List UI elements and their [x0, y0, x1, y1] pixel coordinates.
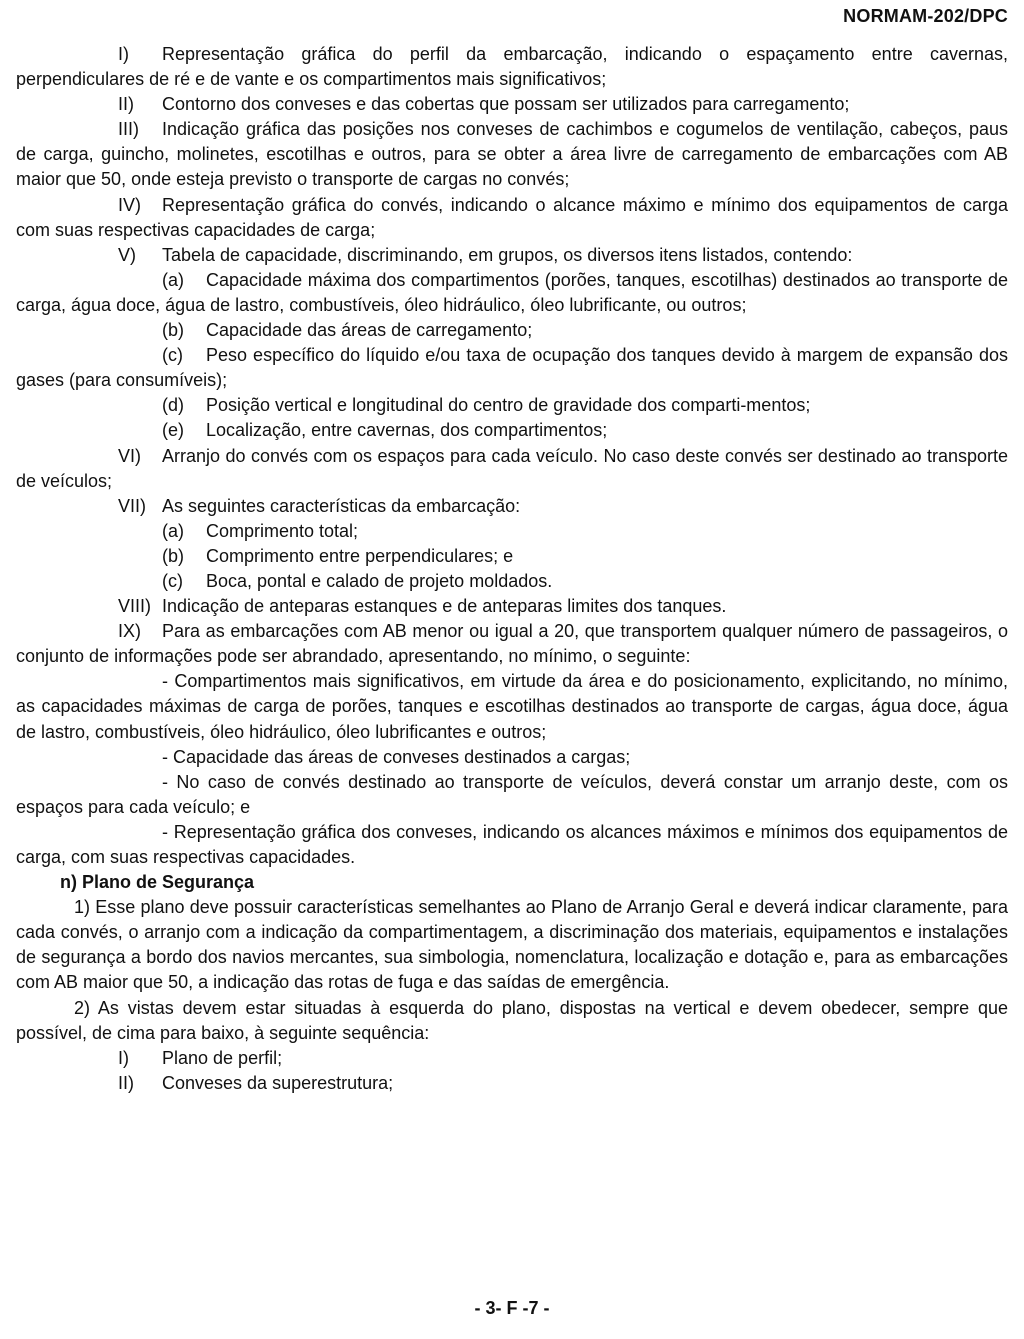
item-ix-dash-4: - Representação gráfica dos conveses, indicando os alcances máximos e mínimos dos equipamentos de carga, com suas respectivas capacidades.	[16, 821, 1008, 867]
item-label: IV)	[118, 194, 142, 215]
document-code: NORMAM-202/DPC	[843, 6, 1008, 26]
item-ix	[16, 619, 1008, 669]
section-list-item-i	[16, 1046, 1008, 1071]
item-label: II)	[118, 1072, 134, 1093]
page-number: - 3- F -7 -	[474, 1298, 550, 1318]
item-v-e	[16, 418, 1008, 443]
item-label: (a)	[162, 269, 184, 290]
item-label: (c)	[162, 345, 183, 366]
item-text: Plano de perfil;	[162, 1047, 283, 1068]
item-text: Comprimento entre perpendiculares; e	[206, 545, 514, 566]
item-text: Comprimento total;	[206, 520, 359, 541]
item-iii	[16, 117, 1008, 192]
item-ix-dash-1: - Compartimentos mais significativos, em virtude da área e do posicionamento, explicitando, no mínimo, as capacidades máximas de carga de porões, tanques e escotilhas destinados ao transporte de cargas, água doce, água de lastro, combustíveis, óleo hidráulico, óleo lubrificantes e outros;	[16, 671, 1008, 742]
item-label: (a)	[162, 520, 184, 541]
item-label: (b)	[162, 545, 184, 566]
item-v	[16, 243, 1008, 268]
item-text: Contorno dos conveses e das cobertas que possam ser utilizados para carregamento;	[162, 94, 850, 115]
item-ix-dash-2: - Capacidade das áreas de conveses destinados a cargas;	[162, 746, 631, 767]
section-paragraph-2: 2) As vistas devem estar situadas à esquerda do plano, dispostas na vertical e devem obedecer, sempre que possível, de cima para baixo, à seguinte sequência:	[16, 997, 1008, 1043]
item-vi	[16, 444, 1008, 494]
item-label: V)	[118, 244, 136, 265]
item-vii-c	[16, 569, 1008, 594]
section-heading: n) Plano de Segurança	[60, 872, 255, 893]
item-text: Indicação gráfica das posições nos conveses de cachimbos e cogumelos de ventilação, cabeços, paus de carga, guincho, molinetes, escotilhas e outros, para se obter a área livre de carregamento de embarcações com AB maior que 50, onde esteja previsto o transporte de cargas no convés;	[16, 119, 1008, 190]
item-label: IX)	[118, 621, 142, 642]
item-label: (b)	[162, 320, 184, 341]
item-text: Boca, pontal e calado de projeto moldados.	[206, 570, 553, 591]
item-v-c	[16, 343, 1008, 393]
item-label: VI)	[118, 445, 142, 466]
item-text: Posição vertical e longitudinal do centro de gravidade dos comparti-mentos;	[206, 395, 811, 416]
item-text: Indicação de anteparas estanques e de anteparas limites dos tanques.	[162, 596, 727, 617]
section-list-item-ii	[16, 1071, 1008, 1096]
item-text: As seguintes características da embarcação:	[162, 495, 521, 516]
item-text: Conveses da superestrutura;	[162, 1072, 394, 1093]
item-viii	[16, 594, 1008, 619]
item-text: Peso específico do líquido e/ou taxa de ocupação dos tanques devido à margem de expansão dos gases (para consumíveis);	[16, 345, 1008, 391]
item-vii-a	[16, 519, 1008, 544]
item-text: Representação gráfica do convés, indicando o alcance máximo e mínimo dos equipamentos de carga com suas respectivas capacidades de carga;	[16, 194, 1008, 240]
item-label: (c)	[162, 570, 183, 591]
item-i	[16, 42, 1008, 92]
item-text: Capacidade máxima dos compartimentos (porões, tanques, escotilhas) destinados ao transporte de carga, água doce, água de lastro, combustíveis, óleo hidráulico, óleo lubrificante, ou outros;	[16, 269, 1008, 315]
section-paragraph-1: 1) Esse plano deve possuir características semelhantes ao Plano de Arranjo Geral e deverá indicar claramente, para cada convés, o arranjo com a indicação da compartimentagem, a discriminação dos materiais, equipamentos e instalações de segurança a bordo dos navios mercantes, sua simbologia, nomenclatura, localização e dotação e, para as embarcações com AB maior que 50, a indicação das rotas de fuga e das saídas de emergência.	[16, 897, 1008, 993]
item-v-a	[16, 268, 1008, 318]
item-v-d	[16, 393, 1008, 418]
item-vii-b	[16, 544, 1008, 569]
item-label: I)	[118, 44, 129, 64]
item-label: I)	[118, 1047, 129, 1068]
item-ix-dash-3: - No caso de convés destinado ao transporte de veículos, deverá constar um arranjo deste, com os espaços para cada veículo; e	[16, 771, 1008, 817]
item-label: II)	[118, 94, 134, 115]
item-text: Para as embarcações com AB menor ou igual a 20, que transportem qualquer número de passageiros, o conjunto de informações pode ser abrandado, apresentando, no mínimo, o seguinte:	[16, 621, 1008, 667]
item-label: (e)	[162, 420, 184, 441]
item-label: (d)	[162, 395, 184, 416]
item-v-b	[16, 318, 1008, 343]
item-text: Localização, entre cavernas, dos compartimentos;	[206, 420, 608, 441]
document-body	[16, 42, 1008, 1096]
item-iv	[16, 193, 1008, 243]
item-text: Representação gráfica do perfil da embarcação, indicando o espaçamento entre cavernas, perpendiculares de ré e de vante e os compartimentos mais significativos;	[16, 44, 1008, 90]
item-label: VII)	[118, 495, 147, 516]
item-text: Tabela de capacidade, discriminando, em grupos, os diversos itens listados, contendo:	[162, 244, 853, 265]
item-label: III)	[118, 119, 139, 140]
item-ii	[16, 92, 1008, 117]
item-vii	[16, 494, 1008, 519]
item-text: Capacidade das áreas de carregamento;	[206, 320, 533, 341]
item-label: VIII)	[118, 596, 152, 617]
item-text: Arranjo do convés com os espaços para cada veículo. No caso deste convés ser destinado ao transporte de veículos;	[16, 445, 1008, 491]
